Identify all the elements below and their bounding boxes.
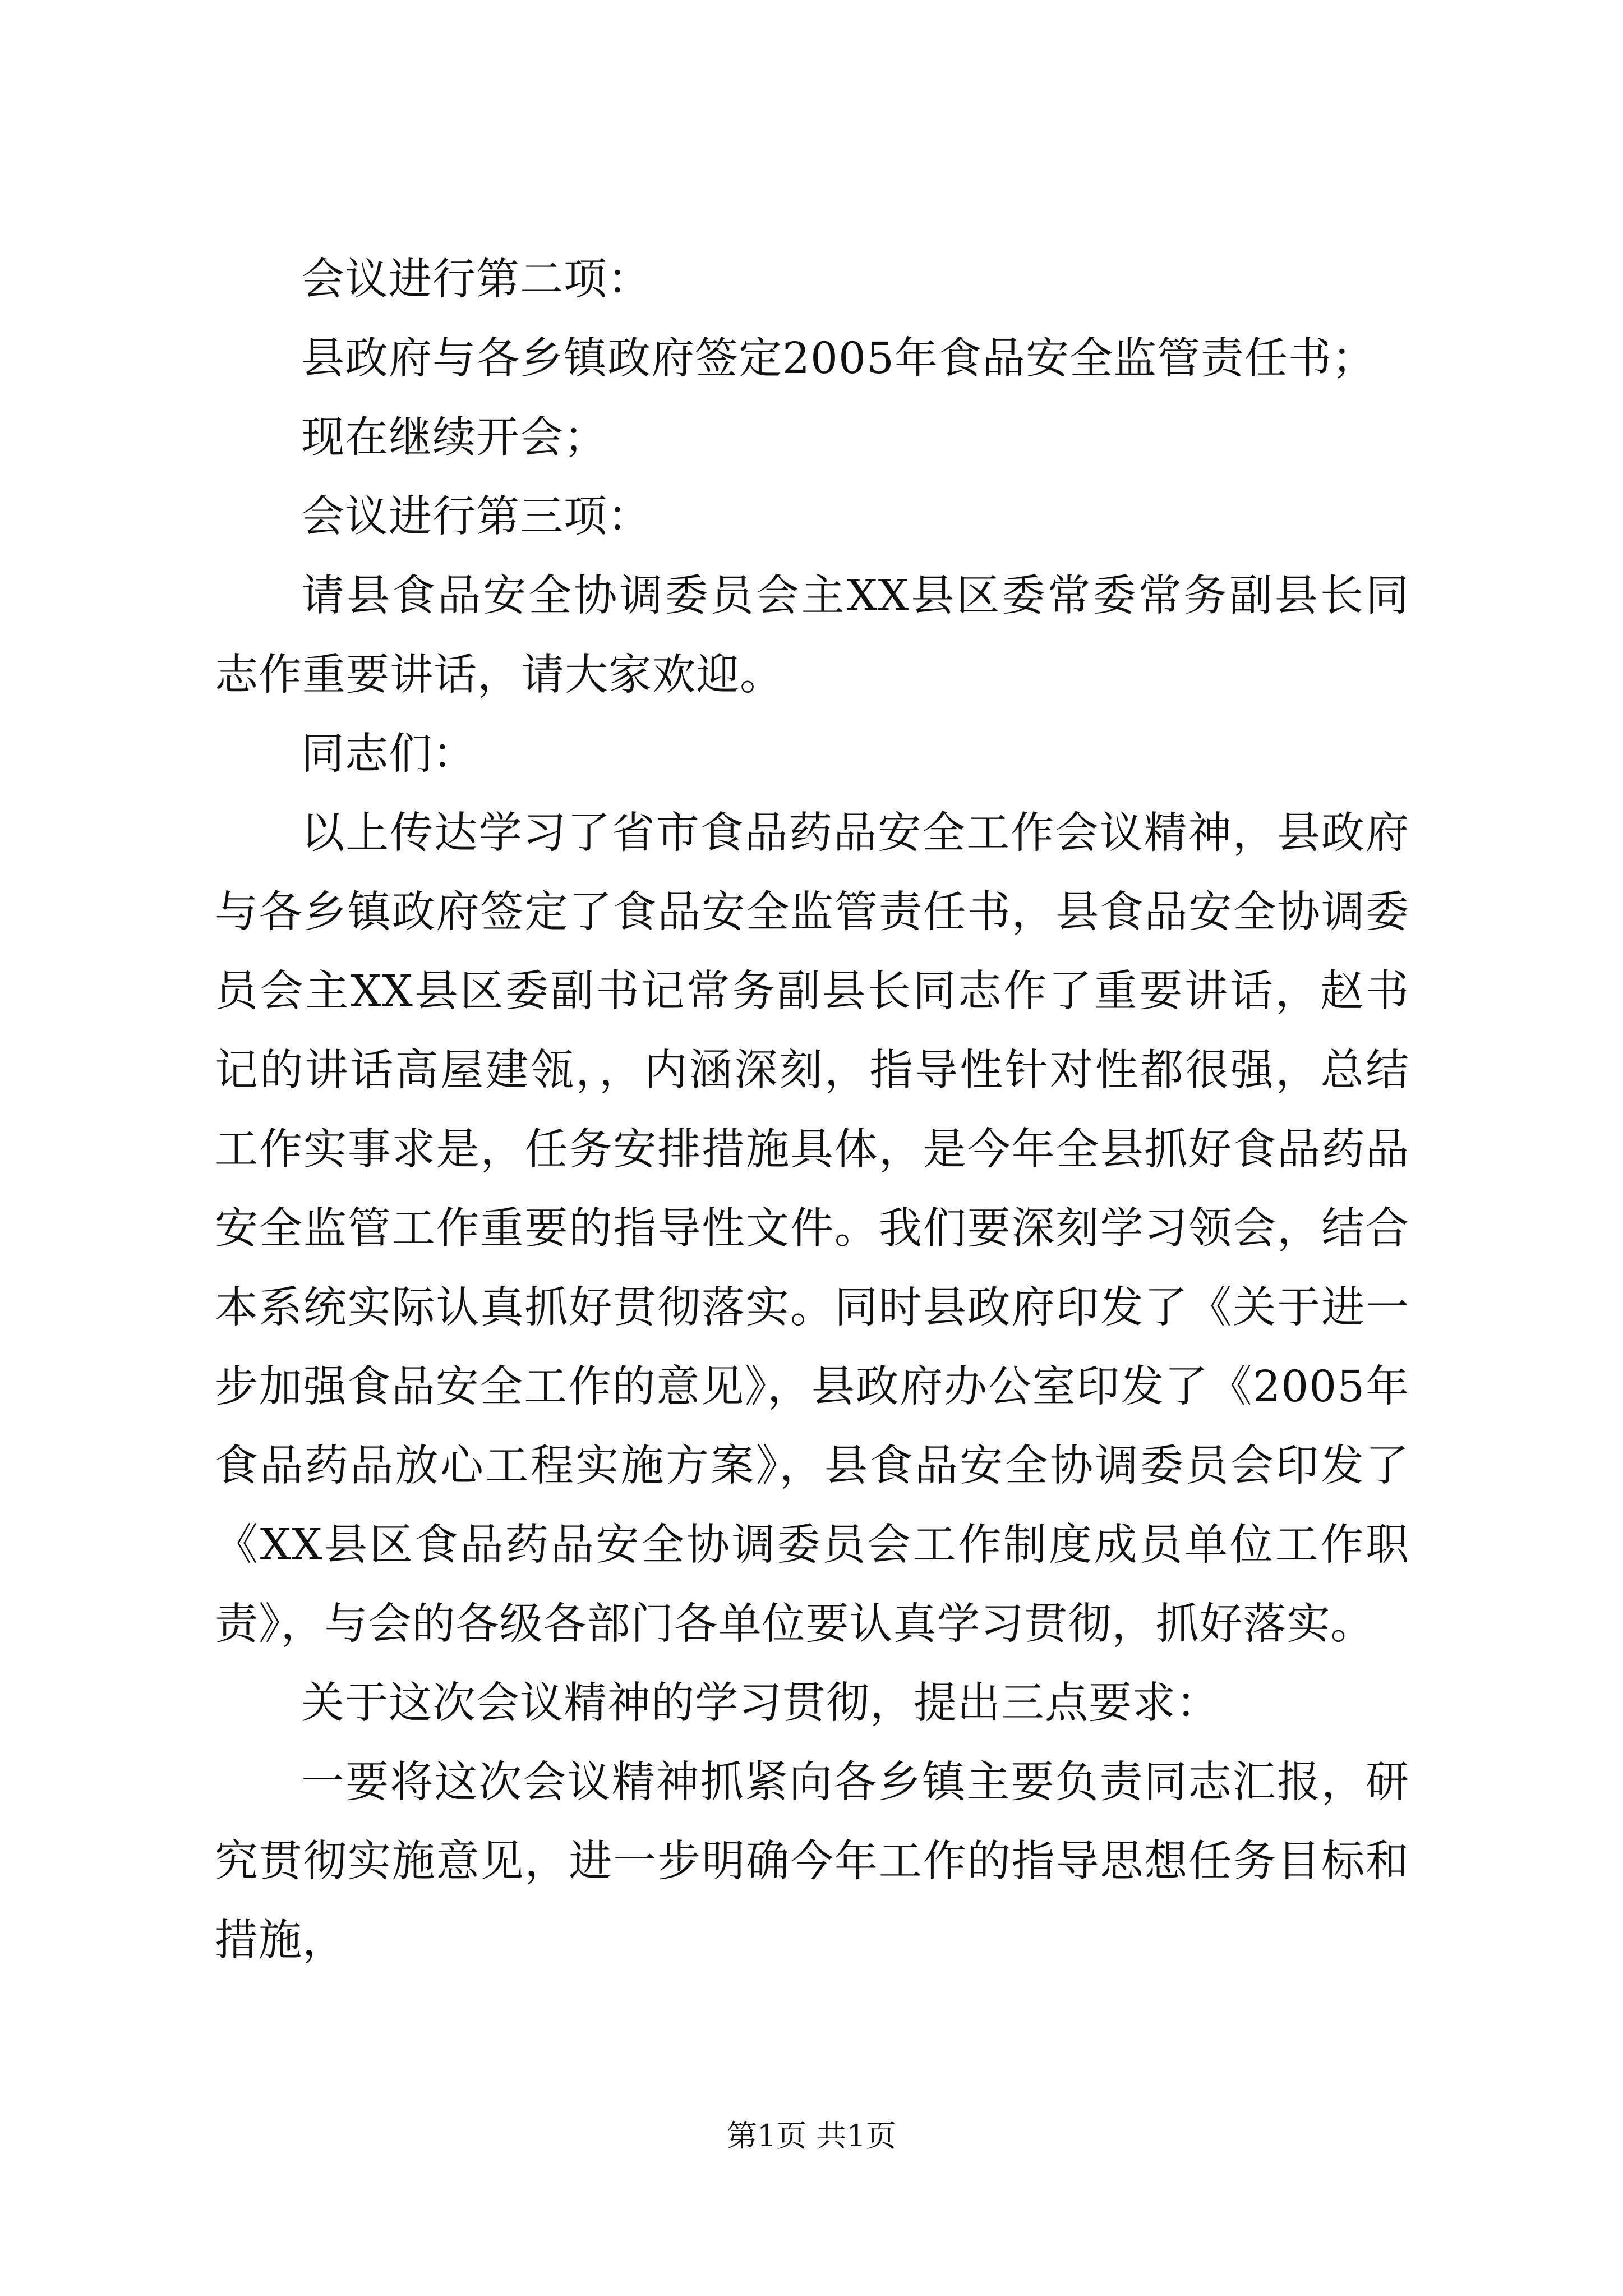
- paragraph-item-3: 会议进行第三项：: [301, 492, 651, 542]
- paragraph-greeting: 同志们：: [301, 729, 476, 779]
- document-body: [215, 240, 1409, 1980]
- paragraph-signing-responsibility: 县政府与各乡镇政府签定2005年食品安全监管责任书；: [301, 334, 1376, 384]
- paragraph-requirements-intro: 关于这次会议精神的学习贯彻，提出三点要求：: [301, 1678, 1220, 1728]
- page-footer: 第1页 共1页: [727, 2118, 896, 2154]
- paragraph-invite-speech: 请县食品安全协调委员会主XX县区委常委常务副县长同志作重要讲话，请大家欢迎。: [215, 571, 1409, 700]
- paragraph-continue-meeting: 现在继续开会；: [301, 413, 607, 463]
- paragraph-summary: 以上传达学习了省市食品药品安全工作会议精神，县政府与各乡镇政府签定了食品安全监管责任书，县食品安全协调委员会主XX县区委副书记常务副县长同志作了重要讲话，赵书记的讲话高屋建瓴，，内涵深刻，指导性针对性都很强，总结工作实事求是，任务安排措施具体，是今年全县抓好食品药品安全监管工作重要的指导性文件。我们要深刻学习领会，结合本系统实际认真抓好贯彻落实。同时县政府印发了《关于进一步加强食品安全工作的意见》，县政府办公室印发了《2005年食品药品放心工程实施方案》，县食品安全协调委员会印发了《XX县区食品药品安全协调委员会工作制度成员单位工作职责》，与会的各级各部门各单位要认真学习贯彻，抓好落实。: [215, 808, 1409, 1649]
- paragraph-item-2: 会议进行第二项：: [301, 255, 651, 305]
- paragraph-requirement-1: 一要将这次会议精神抓紧向各乡镇主要负责同志汇报，研究贯彻实施意见，进一步明确今年工作的指导思想任务目标和措施，: [215, 1757, 1409, 1966]
